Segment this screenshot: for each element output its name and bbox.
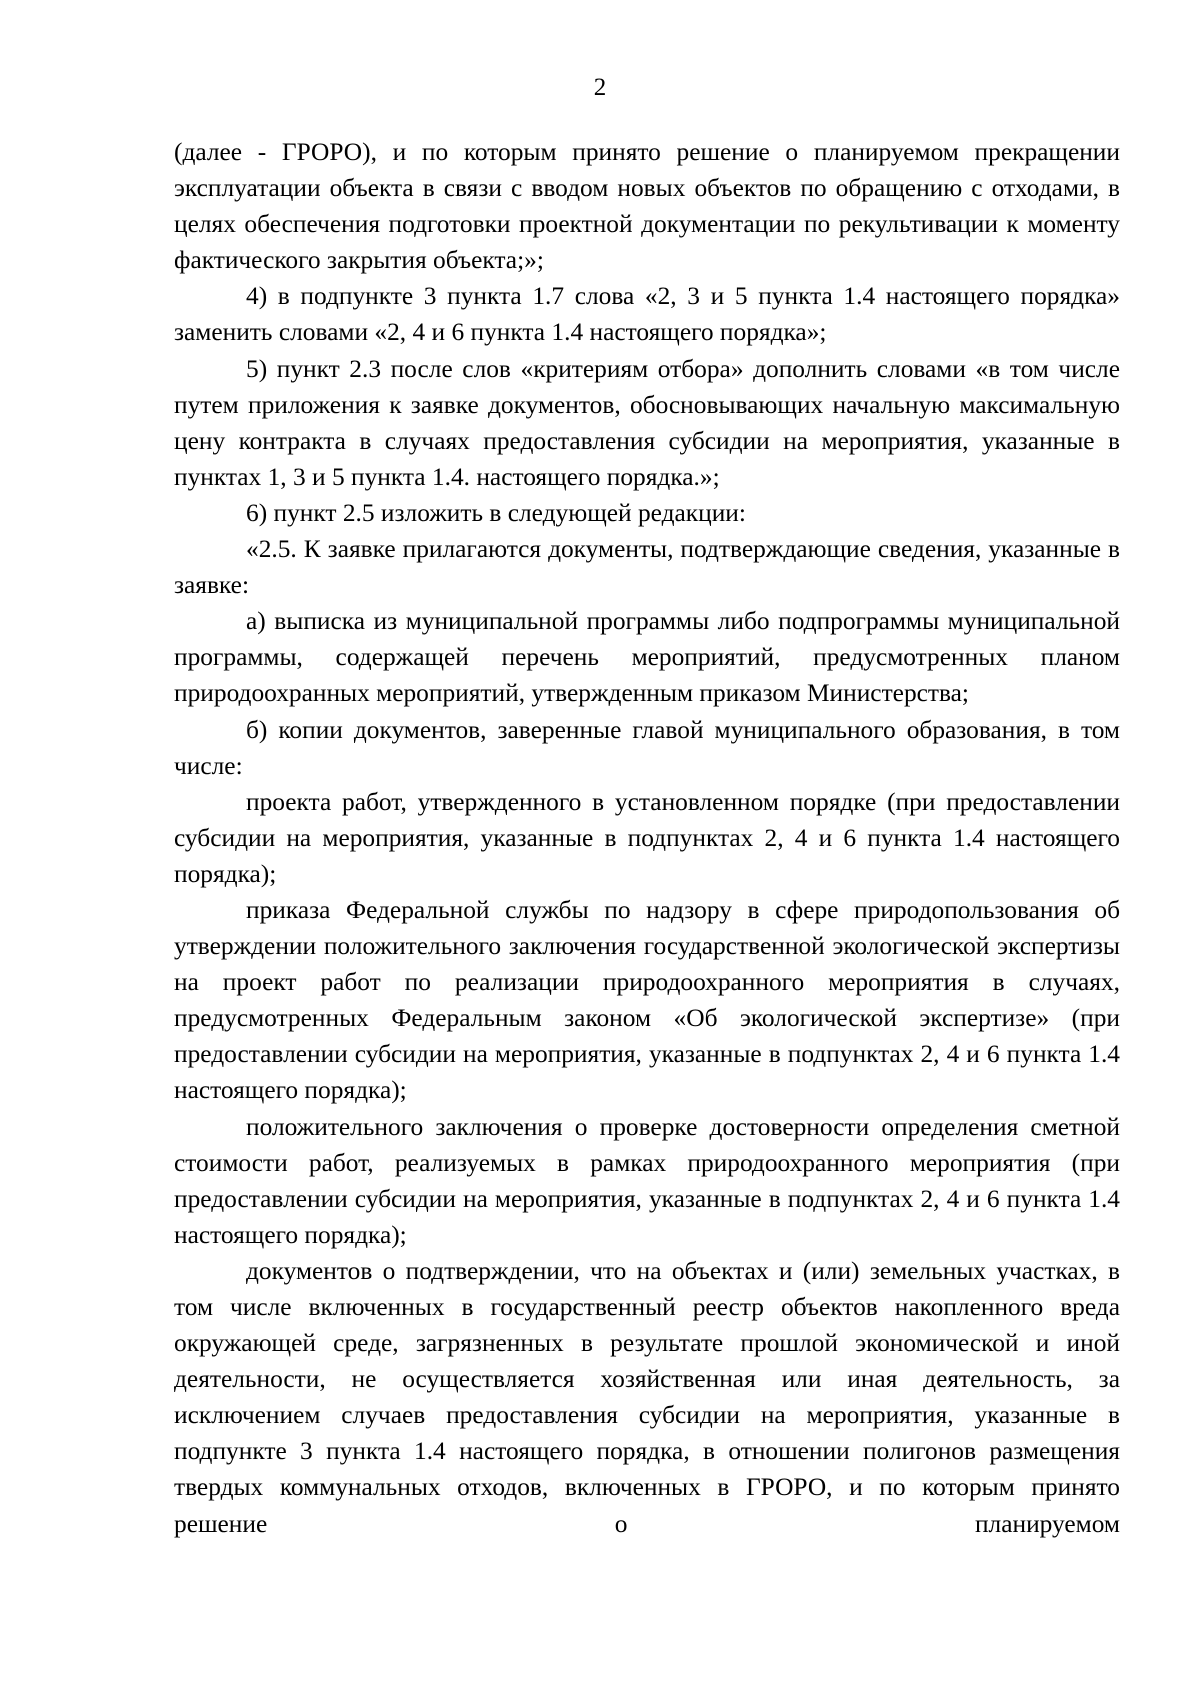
paragraph-subitem-b: б) копии документов, заверенные главой муниципального образования, в том числе: (174, 715, 1120, 780)
paragraph-continuation: (далее - ГРОРО), и по которым принято решение о планируемом прекращении эксплуатации объекта в связи с вводом новых объектов по обращению с отходами, в целях обеспечения подготовки проектной документации по рекультивации к моменту фактического закрытия объекта;»; (174, 138, 1120, 275)
paragraph-confirmation-documents: документов о подтверждении, что на объектах и (или) земельных участках, в том числе включенных в государственный реестр объектов накопленного вреда окружающей среде, загрязненных в результате прошлой экономической и иной деятельности, не осуществляется хозяйственная или иная деятельность, за исключением случаев предоставления субсидии на мероприятия, указанные в подпункте 3 пункта 1.4 настоящего порядка, в отношении полигонов размещения твердых коммунальных отходов, включенных в ГРОРО, и по которым принято решение о планируемом (174, 1256, 1120, 1538)
paragraph-subitem-a: а) выписка из муниципальной программы либо подпрограммы муниципальной программы, содержащей перечень мероприятий, предусмотренных планом природоохранных мероприятий, утвержденным приказом Министерства; (174, 607, 1120, 708)
paragraph-clause-2-5: «2.5. К заявке прилагаются документы, подтверждающие сведения, указанные в заявке: (174, 535, 1120, 600)
paragraph-federal-order: приказа Федеральной службы по надзору в сфере природопользования об утверждении положительного заключения государственной экологической экспертизы на проект работ по реализации природоохранного мероприятия в случаях, предусмотренных Федеральным законом «Об экологической экспертизе» (при предоставлении субсидии на мероприятия, указанные в подпунктах 2, 4 и 6 пункта 1.4 настоящего порядка); (174, 895, 1120, 1105)
paragraph-positive-conclusion: положительного заключения о проверке достоверности определения сметной стоимости работ, реализуемых в рамках природоохранного мероприятия (при предоставлении субсидии на мероприятия, указанные в подпунктах 2, 4 и 6 пункта 1.4 настоящего порядка); (174, 1112, 1120, 1249)
document-body (174, 134, 1120, 1542)
paragraph-item-5: 5) пункт 2.3 после слов «критериям отбора» дополнить словами «в том числе путем приложения к заявке документов, обосновывающих начальную максимальную цену контракта в случаях предоставления субсидии на мероприятия, указанные в пунктах 1, 3 и 5 пункта 1.4. настоящего порядка.»; (174, 354, 1120, 491)
paragraph-item-6: 6) пункт 2.5 изложить в следующей редакции: (246, 498, 746, 527)
paragraph-item-4: 4) в подпункте 3 пункта 1.7 слова «2, 3 и 5 пункта 1.4 настоящего порядка» заменить словами «2, 4 и 6 пункта 1.4 настоящего порядка»; (174, 282, 1120, 347)
paragraph-project-works: проекта работ, утвержденного в установленном порядке (при предоставлении субсидии на мероприятия, указанные в подпунктах 2, 4 и 6 пункта 1.4 настоящего порядка); (174, 787, 1120, 888)
page-number: 2 (593, 74, 607, 101)
